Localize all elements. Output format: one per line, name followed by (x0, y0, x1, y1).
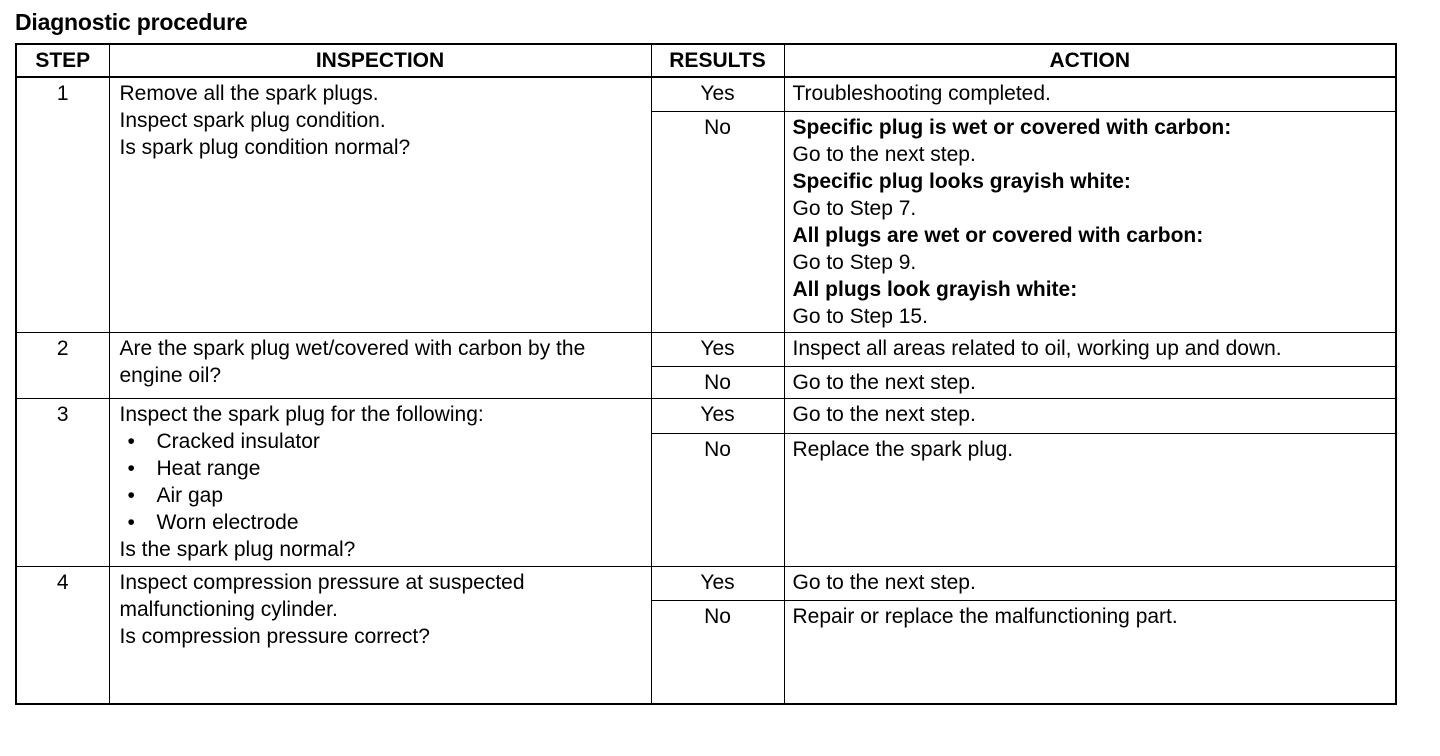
header-inspection: INSPECTION (109, 44, 651, 77)
diagnostic-table (15, 43, 1397, 705)
result-yes: Yes (651, 77, 784, 111)
action-no: Replace the spark plug. (784, 433, 1396, 566)
action-text: Go to Step 9. (792, 250, 917, 274)
bullet-text: Worn electrode (156, 510, 299, 534)
result-yes: Yes (651, 332, 784, 366)
bullet-text: Cracked insulator (156, 429, 320, 453)
result-no: No (651, 366, 784, 398)
inspection-line: Is spark plug condition normal? (119, 136, 411, 159)
header-row (16, 44, 1396, 77)
action-no: Repair or replace the malfunctioning part. (784, 600, 1396, 704)
inspection-line: Is compression pressure correct? (119, 624, 430, 648)
action-yes: Go to the next step. (784, 566, 1396, 600)
inspection-line: Inspect spark plug condition. (119, 109, 386, 132)
header-results: RESULTS (651, 44, 784, 77)
bullet-item (120, 428, 647, 455)
action-yes: Go to the next step. (784, 398, 1396, 433)
bullet-item (120, 455, 647, 482)
bullet-item (120, 509, 647, 536)
action-text: Go to Step 15. (792, 304, 928, 328)
result-no: No (651, 600, 784, 704)
action-condition: Specific plug looks grayish white: (792, 169, 1131, 193)
bullet-item (120, 482, 647, 509)
action-text: Go to the next step. (792, 142, 976, 166)
action-condition: Specific plug is wet or covered with carbon: (792, 115, 1232, 139)
inspection-cell: Are the spark plug wet/covered with carbon by the engine oil? (109, 332, 651, 398)
inspection-cell (109, 566, 651, 704)
action-no: Go to the next step. (784, 366, 1396, 398)
table-row (16, 332, 1396, 366)
step-number: 4 (16, 566, 109, 704)
action-no (784, 111, 1396, 332)
bullet-icon: • (127, 510, 135, 534)
action-condition: All plugs are wet or covered with carbon: (792, 223, 1204, 247)
inspection-line: Inspect compression pressure at suspected malfunctioning cylinder. (119, 570, 525, 621)
action-yes: Troubleshooting completed. (784, 77, 1396, 111)
page-title: Diagnostic procedure (15, 9, 248, 35)
table-row (16, 398, 1396, 433)
bullet-text: Heat range (156, 456, 261, 480)
bullet-icon: • (127, 483, 135, 507)
result-yes: Yes (651, 566, 784, 600)
inspection-cell (109, 77, 651, 332)
action-condition: All plugs look grayish white: (792, 277, 1078, 301)
table-row (16, 77, 1396, 111)
inspection-line: Remove all the spark plugs. (119, 82, 379, 105)
bullet-icon: • (127, 429, 135, 453)
bullet-icon: • (127, 456, 135, 480)
bullet-text: Air gap (156, 483, 224, 507)
action-yes: Inspect all areas related to oil, working up and down. (784, 332, 1396, 366)
inspection-line: Is the spark plug normal? (119, 537, 356, 561)
inspection-line: Inspect the spark plug for the following: (119, 402, 484, 426)
header-step: STEP (16, 44, 109, 77)
step-number: 1 (16, 77, 109, 332)
result-yes: Yes (651, 398, 784, 433)
header-action: ACTION (784, 44, 1396, 77)
step-number: 2 (16, 332, 109, 398)
table-row (16, 566, 1396, 600)
result-no: No (651, 111, 784, 332)
inspection-cell (109, 398, 651, 566)
action-text: Go to Step 7. (792, 196, 917, 220)
result-no: No (651, 433, 784, 566)
step-number: 3 (16, 398, 109, 566)
